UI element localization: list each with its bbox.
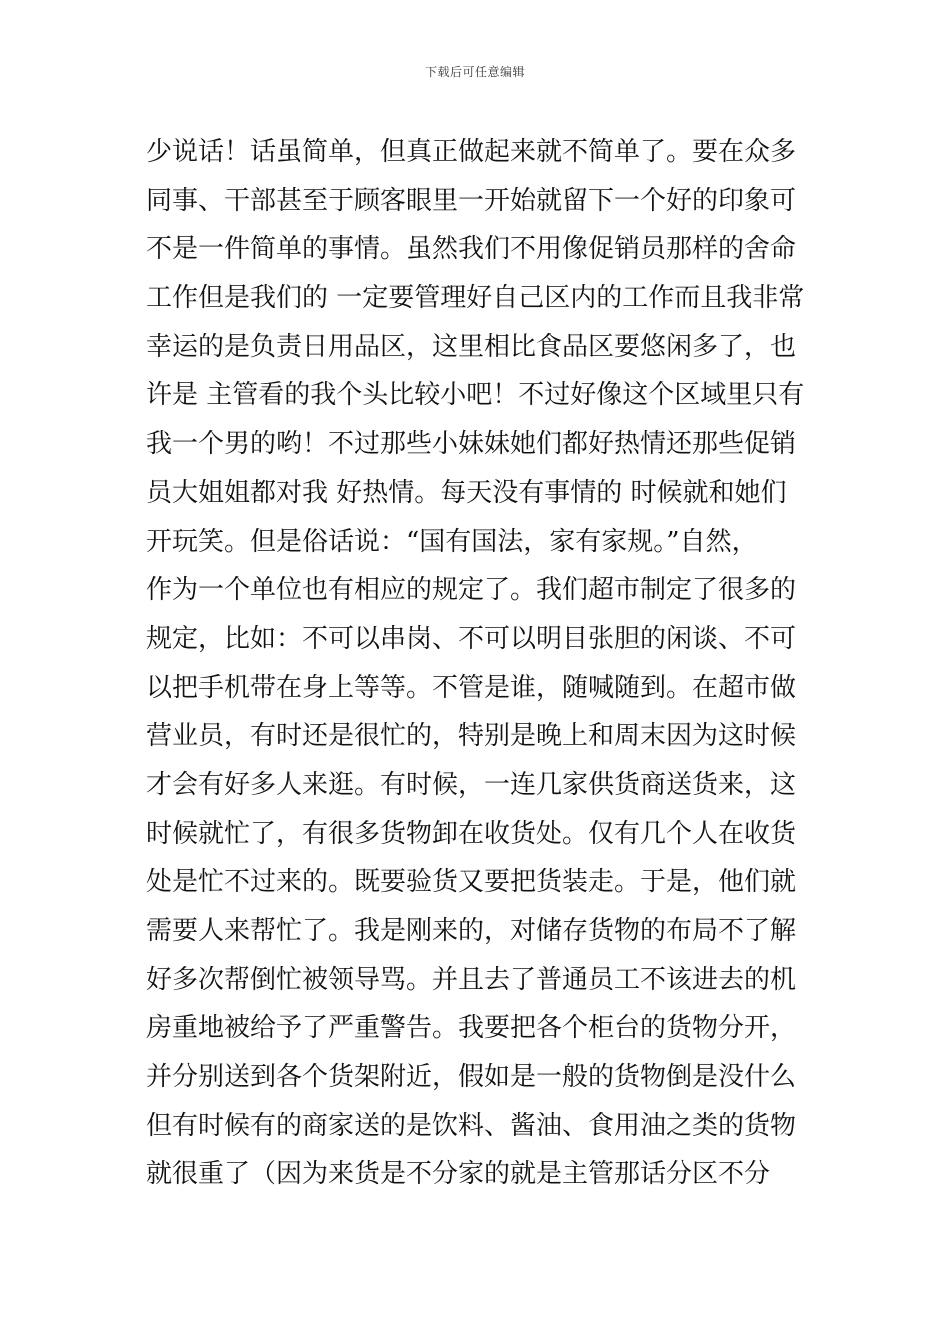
- text-line: 但有时候有的商家送的是饮料、酱油、食用油之类的货物: [146, 1110, 797, 1141]
- text-line: 营业员，有时还是很忙的，特别是晚上和周末因为这时候: [146, 721, 797, 752]
- page-header: 下载后可任意编辑: [424, 65, 525, 79]
- text-line: 许是 主管看的我个头比较小吧！不过好像这个区域里只有: [146, 380, 805, 411]
- text-line: 规定，比如：不可以串岗、不可以明目张胆的闲谈、不可: [146, 623, 797, 654]
- text-line: 时候就忙了，有很多货物卸在收货处。仅有几个人在收货: [146, 818, 797, 849]
- text-line: 同事、干部甚至于顾客眼里一开始就留下一个好的印象可: [146, 185, 797, 216]
- text-line: 好多次帮倒忙被领导骂。并且去了普通员工不该进去的机: [146, 964, 797, 995]
- text-line: 员大姐姐都对我 好热情。每天没有事情的 时候就和她们: [146, 477, 787, 508]
- body-text: [146, 128, 811, 1199]
- text-line: 不是一件简单的事情。虽然我们不用像促销员那样的舍命: [146, 234, 797, 265]
- text-line: 处是忙不过来的。既要验货又要把货装走。于是，他们就: [146, 867, 797, 898]
- text-line: 需要人来帮忙了。我是刚来的，对储存货物的布局不了解: [146, 916, 797, 946]
- text-line: 少说话！话虽简单，但真正做起来就不简单了。要在众多: [146, 137, 797, 167]
- text-line: 并分别送到各个货架附近，假如是一般的货物倒是没什么: [146, 1062, 797, 1093]
- text-line: 开玩笑。但是俗话说：“国有国法，家有家规。”自然，: [146, 526, 758, 557]
- text-line: 就很重了（因为来货是不分家的就是主管那话分区不分: [146, 1159, 771, 1190]
- text-line: 我一个男的哟！不过那些小妹妹她们都好热情还那些促销: [146, 429, 797, 460]
- text-line: 以把手机带在身上等等。不管是谁，随喊随到。在超市做: [146, 672, 797, 703]
- text-line: 才会有好多人来逛。有时候，一连几家供货商送货来，这: [146, 769, 797, 800]
- text-line: 作为一个单位也有相应的规定了。我们超市制定了很多的: [146, 575, 797, 606]
- text-line: 幸运的是负责日用品区，这里相比食品区要悠闲多了，也: [146, 331, 797, 362]
- text-line: 房重地被给予了严重警告。我要把各个柜台的货物分开，: [146, 1013, 797, 1044]
- text-line: 工作但是我们的 一定要管理好自己区内的工作而且我非常: [146, 283, 805, 314]
